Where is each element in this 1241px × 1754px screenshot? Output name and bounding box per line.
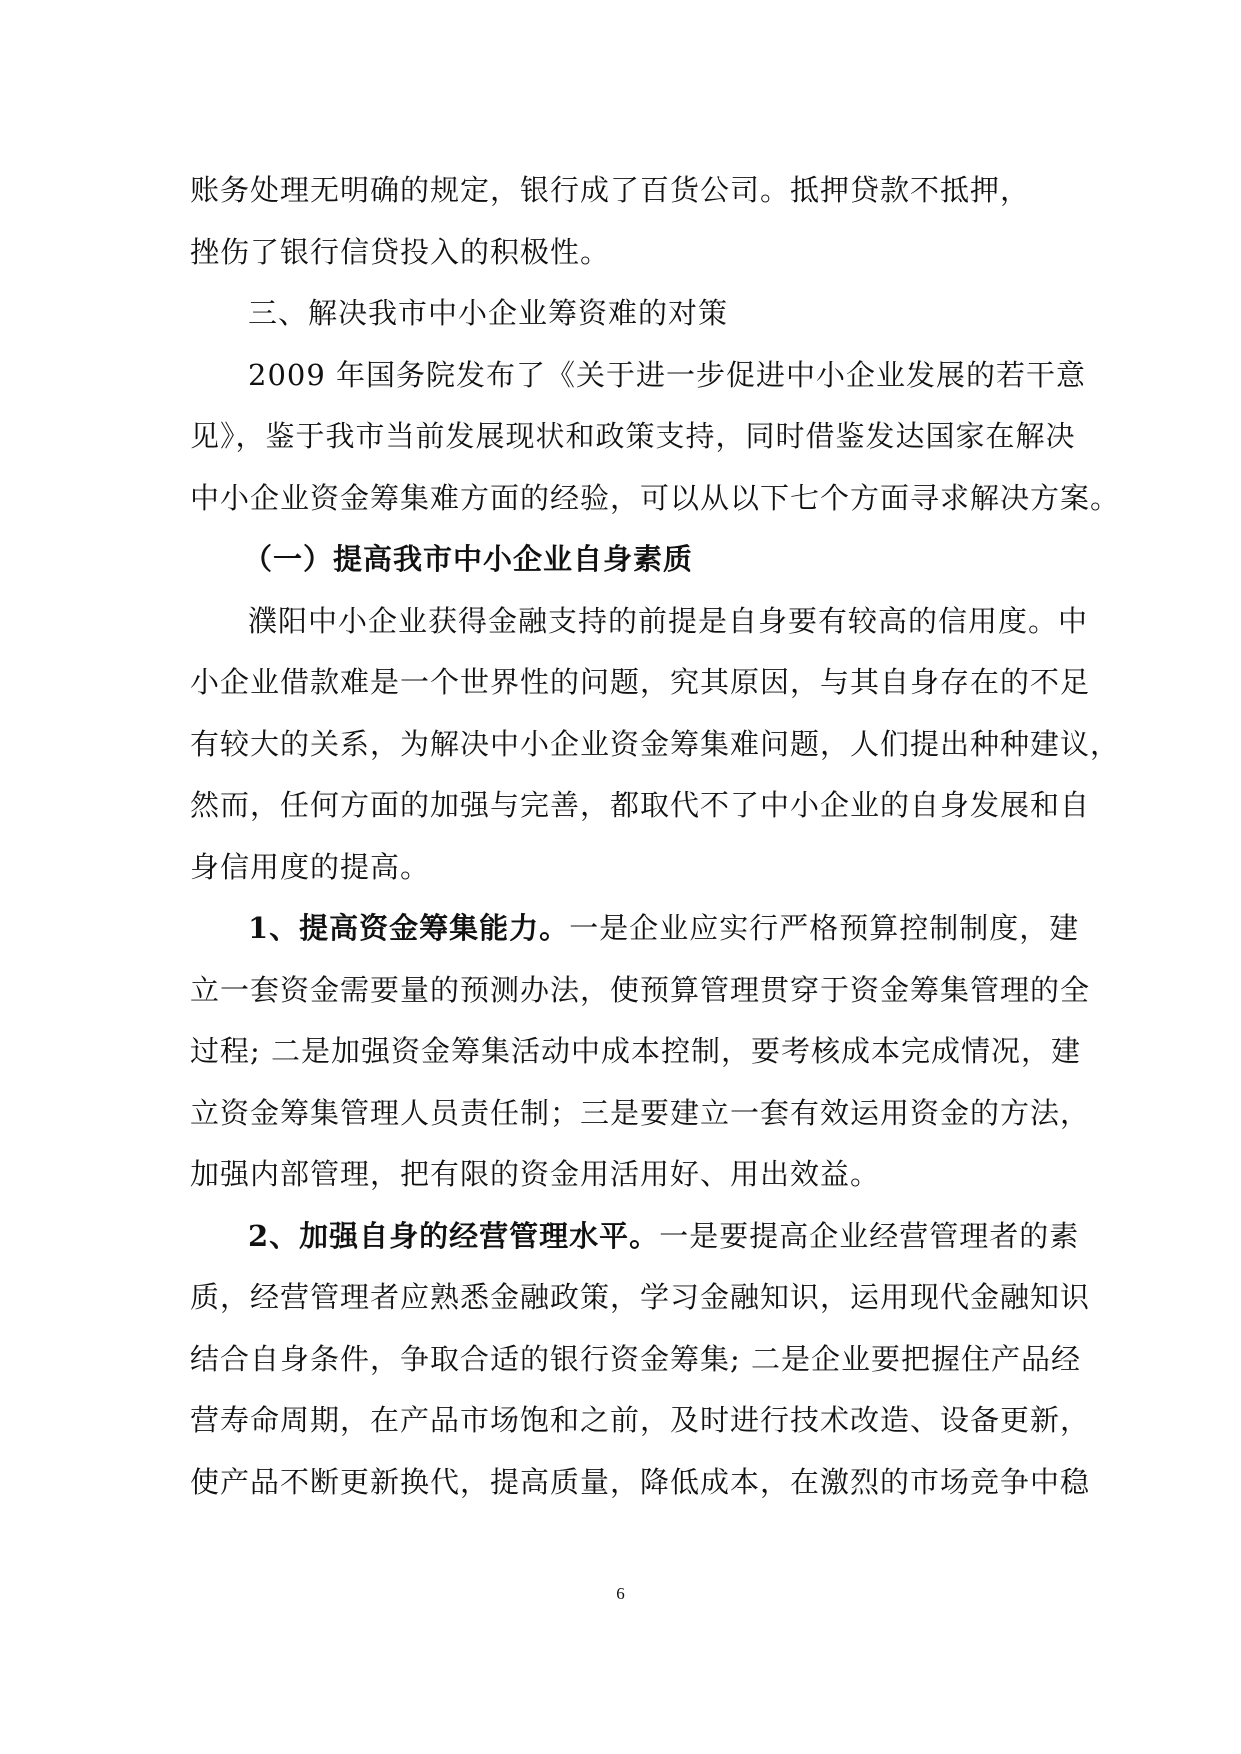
point-heading: 2、加强自身的经营管理水平。 bbox=[248, 1218, 660, 1253]
point-heading: 1、提高资金筹集能力。 bbox=[248, 911, 570, 945]
point-text: 一是要提高企业经营管理者的素 bbox=[659, 1218, 1080, 1253]
text-line: 然而，任何方面的加强与完善，都取代不了中小企业的自身发展和自 bbox=[190, 788, 1091, 822]
text-line bbox=[190, 898, 1080, 960]
text-line: 质，经营管理者应熟悉金融政策，学习金融知识，运用现代金融知识 bbox=[190, 1280, 1091, 1314]
text-line: 2009 年国务院发布了《关于进一步促进中小企业发展的若干意 bbox=[248, 357, 1087, 392]
subsection-heading: （一）提高我市中小企业自身素质 bbox=[243, 542, 694, 576]
text-line: 有较大的关系，为解决中小企业资金筹集难问题，人们提出种种建议， bbox=[190, 726, 1121, 761]
text-line: 结合自身条件，争取合适的银行资金筹集; 二是企业要把握住产品经 bbox=[190, 1341, 1081, 1376]
section-heading: 三、解决我市中小企业筹资难的对策 bbox=[248, 296, 729, 330]
text-line: 账务处理无明确的规定，银行成了百货公司。抵押贷款不抵押， bbox=[190, 173, 1031, 207]
text-line: 小企业借款难是一个世界性的问题，究其原因，与其自身存在的不足 bbox=[190, 665, 1091, 699]
body-text bbox=[190, 160, 1121, 1513]
text-line: 中小企业资金筹集难方面的经验，可以从以下七个方面寻求解决方案。 bbox=[190, 480, 1121, 515]
text-line: 濮阳中小企业获得金融支持的前提是自身要有较高的信用度。中 bbox=[248, 603, 1089, 638]
text-line: 身信用度的提高。 bbox=[190, 849, 431, 884]
text-line: 使产品不断更新换代，提高质量，降低成本，在激烈的市场竞争中稳 bbox=[190, 1464, 1091, 1499]
text-line: 营寿命周期，在产品市场饱和之前，及时进行技术改造、设备更新， bbox=[190, 1403, 1091, 1437]
page-number: 6 bbox=[616, 1584, 625, 1603]
point-text: 一是企业应实行严格预算控制制度，建 bbox=[569, 911, 1080, 945]
text-line: 挫伤了银行信贷投入的积极性。 bbox=[190, 234, 611, 269]
text-line: 立一套资金需要量的预测办法，使预算管理贯穿于资金筹集管理的全 bbox=[190, 972, 1091, 1007]
text-line: 加强内部管理，把有限的资金用活用好、用出效益。 bbox=[190, 1157, 881, 1191]
text-line bbox=[190, 1206, 1080, 1268]
text-line: 见》，鉴于我市当前发展现状和政策支持，同时借鉴发达国家在解决 bbox=[190, 419, 1076, 453]
text-line: 过程; 二是加强资金筹集活动中成本控制，要考核成本完成情况，建 bbox=[190, 1034, 1081, 1068]
text-line: 立资金筹集管理人员责任制；三是要建立一套有效运用资金的方法， bbox=[190, 1095, 1091, 1130]
